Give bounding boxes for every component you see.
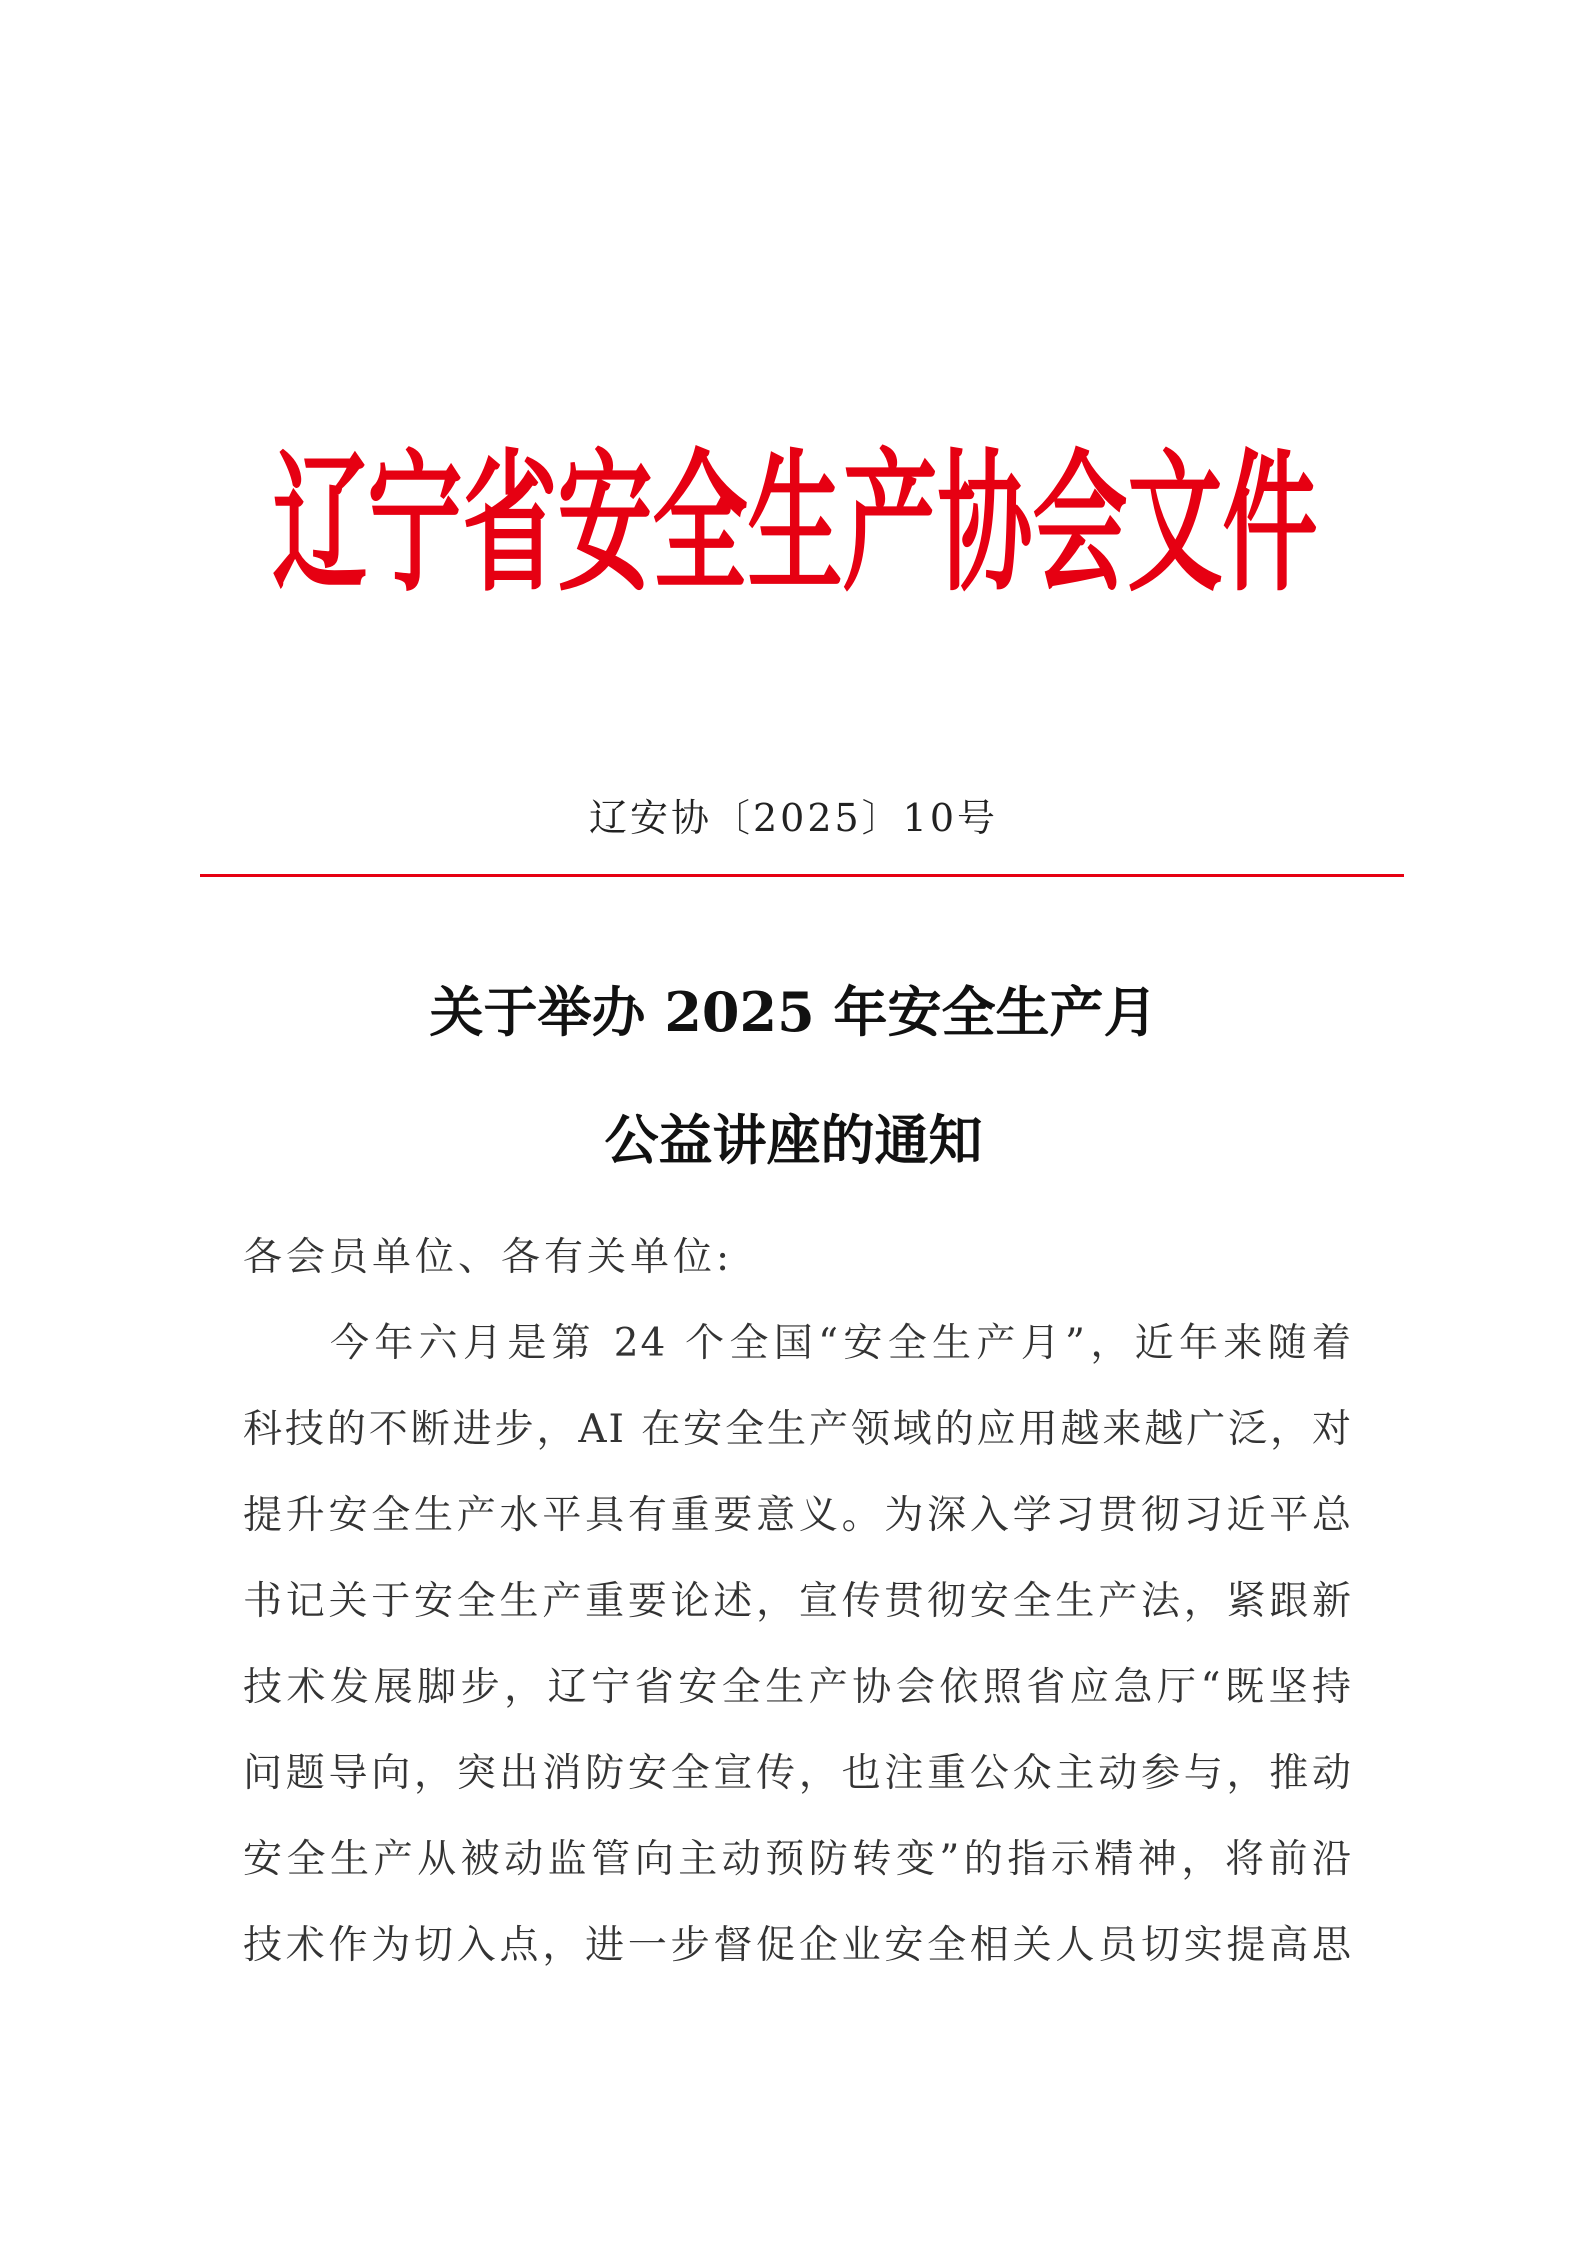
red-divider-line [200, 874, 1404, 877]
body-text-line: 书记关于安全生产重要论述，宣传贯彻安全生产法，紧跟新 [243, 1579, 1353, 1624]
notice-title-line-1: 关于举办 2025 年安全生产月 [429, 980, 1158, 1044]
body-text-line: 技术发展脚步，辽宁省安全生产协会依照省应急厅“既坚持 [243, 1665, 1353, 1710]
body-text-line: 问题导向，突出消防安全宣传，也注重公众主动参与，推动 [243, 1751, 1353, 1796]
notice-title-line-2: 公益讲座的通知 [604, 1108, 983, 1172]
org-document-header: 辽宁省安全生产协会文件 [272, 435, 1318, 613]
body-text-line: 安全生产从被动监管向主动预防转变”的指示精神，将前沿 [243, 1837, 1353, 1882]
body-text-line: 技术作为切入点，进一步督促企业安全相关人员切实提高思 [243, 1923, 1353, 1968]
body-text-line: 科技的不断进步，AI 在安全生产领域的应用越来越广泛，对 [243, 1407, 1353, 1452]
salutation: 各会员单位、各有关单位: [243, 1235, 734, 1280]
document-number: 辽安协〔2025〕10号 [588, 796, 999, 840]
body-text-line: 提升安全生产水平具有重要意义。为深入学习贯彻习近平总 [243, 1493, 1353, 1538]
body-text-line: 今年六月是第 24 个全国“安全生产月”，近年来随着 [330, 1321, 1353, 1366]
